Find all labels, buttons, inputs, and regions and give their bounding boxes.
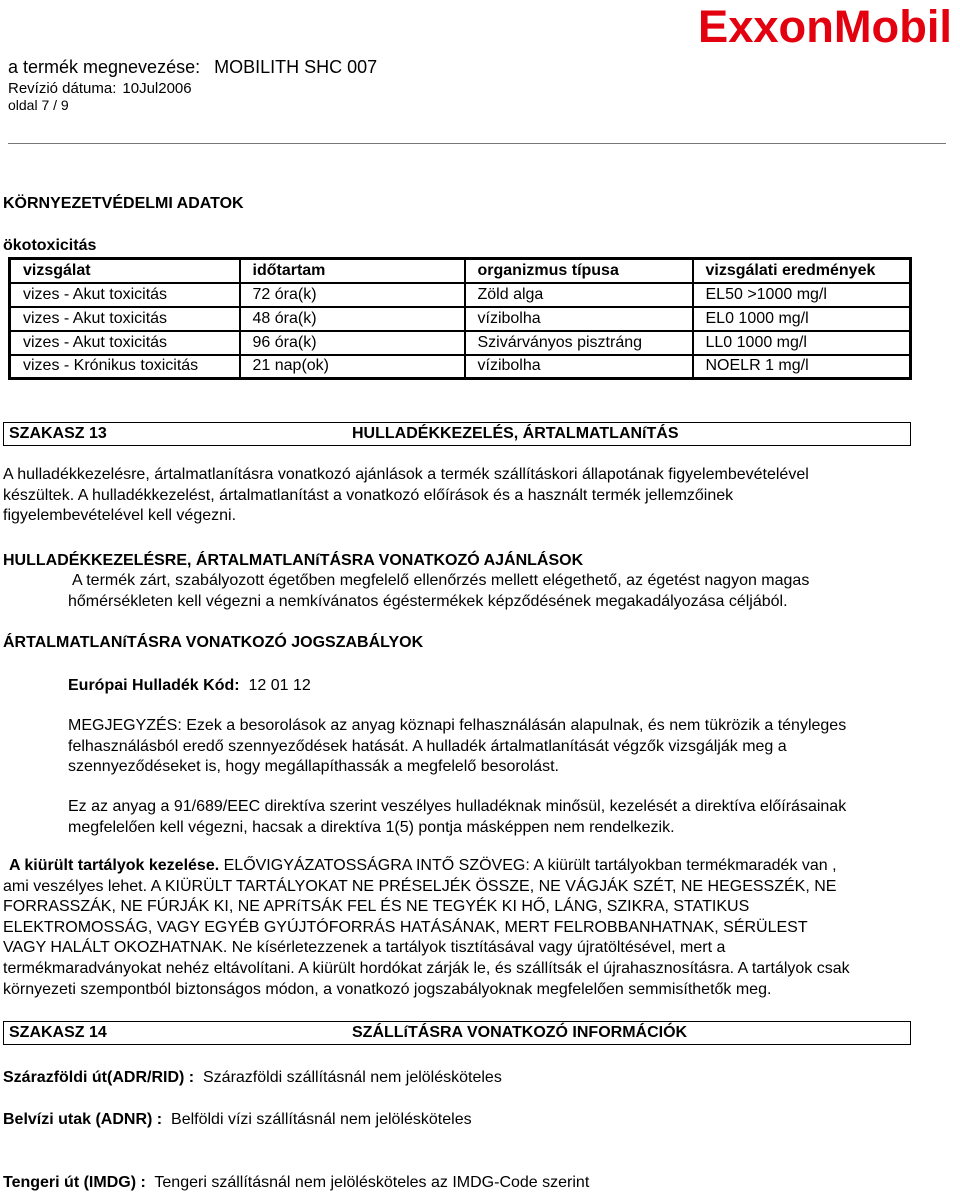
text-line: ami veszélyes lehet. A KIÜRÜLT TARTÁLYOKAT NE PRÉSELJÉK ÖSSZE, NE VÁGJÁK SZÉT, NE HEGESSZÉK, NE xyxy=(3,877,837,895)
text-line: VAGY HALÁLT OKOZHATNAK. Ne kísérletezzenek a tartályok tisztításával vagy újratöltésével, mert a xyxy=(3,939,726,957)
table-cell: vízibolha xyxy=(465,355,693,379)
product-name: MOBILITH SHC 007 xyxy=(214,57,378,77)
text-line: Ez az anyag a 91/689/EEC direktíva szerint veszélyes hulladéknak minősül, kezelését a direktíva előírásainak xyxy=(68,798,847,815)
imdg-label: Tengeri út (IMDG) : xyxy=(3,1174,146,1191)
exxonmobil-logo xyxy=(698,2,954,52)
table-cell: 72 óra(k) xyxy=(240,283,465,307)
text-line: MEGJEGYZÉS: Ezek a besorolások az anyag köznapi felhasználásán alapulnak, és nem tükrözik a tényleges xyxy=(68,717,847,734)
text-line: felhasználásból eredő szennyeződések hatását. A hulladék ártalmatlanítását végzők vizsgálják meg a xyxy=(68,737,787,755)
text-line: FORRASSZÁK, NE FÚRJÁK KI, NE APRíTSÁK FEL ÉS NE TEGYÉK KI HŐ, LÁNG, SZIKRA, STATIKUS xyxy=(3,898,750,916)
waste-code-line xyxy=(68,676,311,697)
section-13-header xyxy=(3,422,911,446)
product-line xyxy=(8,57,377,78)
logo-text: ExxonMobil xyxy=(698,2,952,52)
table-row xyxy=(10,307,911,331)
container-first-line: ELŐVIGYÁZATOSSÁGRA INTŐ SZÖVEG: A kiürült tartályokban termékmaradék van , xyxy=(219,857,837,874)
table-header-row xyxy=(10,259,911,283)
table-cell: 21 nap(ok) xyxy=(240,355,465,379)
section-number: SZAKASZ 14 xyxy=(9,1024,107,1041)
table-cell: vizes - Krónikus toxicitás xyxy=(10,355,240,379)
section-14-header xyxy=(3,1021,911,1045)
adnr-value: Belföldi vízi szállításnál nem jelölésköteles xyxy=(171,1111,472,1128)
revision-date: 10Jul2006 xyxy=(122,80,192,97)
imdg-value: Tengeri szállításnál nem jelölésköteles az IMDG-Code szerint xyxy=(154,1174,590,1191)
section-13-intro xyxy=(3,465,809,527)
imdg-line xyxy=(3,1173,589,1194)
adr-value: Szárazföldi szállításnál nem jelölésköteles xyxy=(203,1069,502,1086)
table-cell: vizes - Akut toxicitás xyxy=(10,283,240,307)
environmental-title: KÖRNYEZETVÉDELMI ADATOK xyxy=(3,195,244,212)
product-label: a termék megnevezése: xyxy=(8,57,201,77)
waste-code-value: 12 01 12 xyxy=(248,677,311,694)
column-header: organizmus típusa xyxy=(465,259,693,283)
table-cell: Zöld alga xyxy=(465,283,693,307)
text-line: A termék zárt, szabályozott égetőben megfelelő ellenőrzés mellett elégethető, az égetést nagyon magas xyxy=(72,572,810,589)
container-text xyxy=(3,856,850,1000)
column-header: vizsgálati eredmények xyxy=(693,259,911,283)
container-label: A kiürült tartályok kezelése. xyxy=(9,857,220,874)
table-row xyxy=(10,355,911,379)
table-cell: NOELR 1 mg/l xyxy=(693,355,911,379)
revision-line xyxy=(8,80,192,97)
recommendations-text xyxy=(68,571,809,612)
column-header: vizsgálat xyxy=(10,259,240,283)
recommendations-title: HULLADÉKKEZELÉSRE, ÁRTALMATLANíTÁSRA VONATKOZÓ AJÁNLÁSOK xyxy=(3,552,584,569)
directive-text xyxy=(68,797,846,838)
text-line: szennyeződéseket is, hogy megállapíthassák a megfelelő besorolást. xyxy=(68,758,559,776)
text-line: ELEKTROMOSSÁG, VAGY EGYÉB GYÚJTÓFORRÁS HATÁSÁNAK, MERT FELROBBANHATNAK, SÉRÜLEST xyxy=(3,918,808,936)
table-cell: vizes - Akut toxicitás xyxy=(10,307,240,331)
table-row xyxy=(10,283,911,307)
page-number: oldal 7 / 9 xyxy=(8,97,69,113)
column-header: időtartam xyxy=(240,259,465,283)
text-line: A hulladékkezelésre, ártalmatlanításra vonatkozó ajánlások a termék szállításkori állapotának figyelembevételével xyxy=(3,466,809,483)
table-cell: 48 óra(k) xyxy=(240,307,465,331)
adr-line xyxy=(3,1068,502,1089)
section-title: HULLADÉKKEZELÉS, ÁRTALMATLANíTÁS xyxy=(352,425,679,442)
revision-label: Revízió dátuma: xyxy=(8,80,117,97)
table-cell: EL50 >1000 mg/l xyxy=(693,283,911,307)
table-cell: vízibolha xyxy=(465,307,693,331)
adr-label: Szárazföldi út(ADR/RID) : xyxy=(3,1069,195,1086)
note-text xyxy=(68,716,846,778)
text-line: környezeti szempontból biztonságos módon, a vonatkozó jogszabályoknak megfelelően semmisíthetők meg. xyxy=(3,980,772,998)
section-number: SZAKASZ 13 xyxy=(9,425,107,442)
table-cell: Szivárványos pisztráng xyxy=(465,331,693,355)
text-line: termékmaradványokat nehéz eltávolítani. A kiürült hordókat zárják le, és szállítsák el újrahasznosításra. A tartályok csak xyxy=(3,959,850,977)
text-line: figyelembevételével kell végezni. xyxy=(3,507,237,525)
ecotoxicity-table xyxy=(8,257,912,380)
adnr-line xyxy=(3,1110,472,1131)
legislation-title: ÁRTALMATLANíTÁSRA VONATKOZÓ JOGSZABÁLYOK xyxy=(3,634,424,651)
table-cell: vizes - Akut toxicitás xyxy=(10,331,240,355)
text-line: hőmérsékleten kell végezni a nemkívánatos égéstermékek képződésének megakadályozása céljából. xyxy=(68,592,788,610)
waste-code-label: Európai Hulladék Kód: xyxy=(68,677,240,694)
table-row xyxy=(10,331,911,355)
table-cell: EL0 1000 mg/l xyxy=(693,307,911,331)
table-cell: 96 óra(k) xyxy=(240,331,465,355)
text-line xyxy=(3,856,850,877)
text-line: készültek. A hulladékkezelést, ártalmatlanítást a vonatkozó előírások és a használt termék jellemzőinek xyxy=(3,486,734,504)
table-cell: LL0 1000 mg/l xyxy=(693,331,911,355)
adnr-label: Belvízi utak (ADNR) : xyxy=(3,1111,163,1128)
header-divider xyxy=(8,143,946,144)
section-title: SZÁLLíTÁSRA VONATKOZÓ INFORMÁCIÓK xyxy=(352,1024,688,1041)
text-line: megfelelően kell végezni, hacsak a direktíva 1(5) pontja másképpen nem rendelkezik. xyxy=(68,818,675,836)
ecotoxicity-title: ökotoxicitás xyxy=(3,237,97,254)
